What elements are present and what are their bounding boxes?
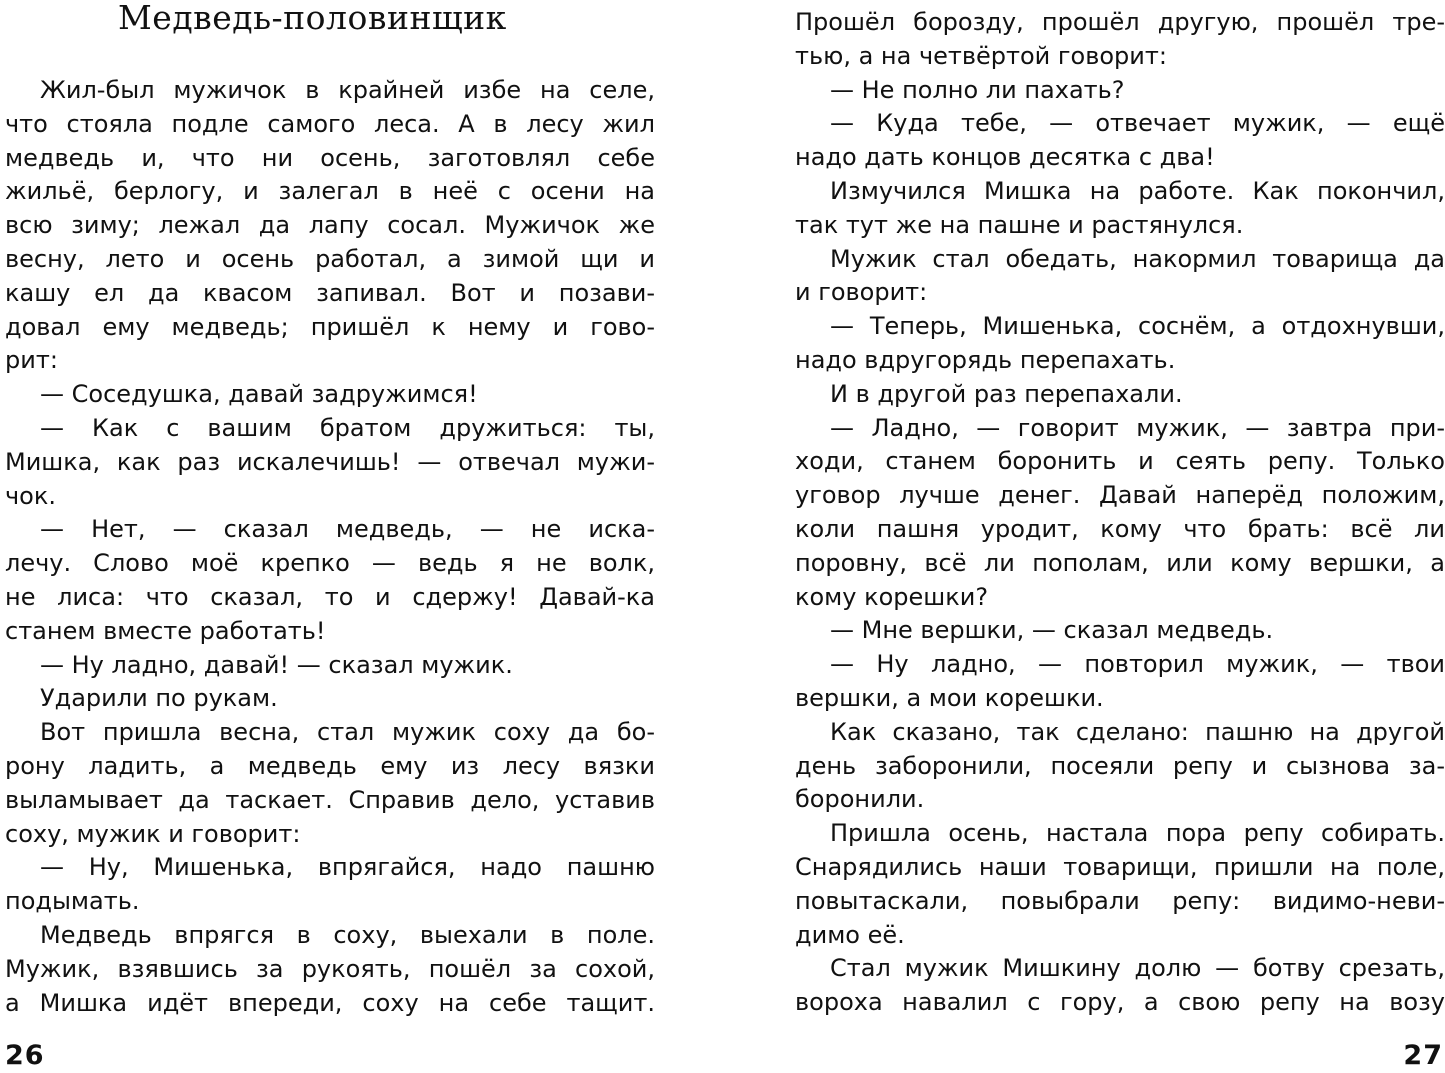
text-line: боронили.: [795, 785, 925, 814]
text-line: довал ему медведь; пришёл к нему и гово-: [5, 312, 655, 341]
text-line: повытаскали, повыбрали репу: видимо-неви-: [795, 886, 1445, 915]
text-line: Мишка, как раз искалечишь! — отвечал мужи-: [5, 447, 655, 476]
text-line: лечу. Слово моё крепко — ведь я не волк,: [5, 549, 655, 578]
text-line: Вот пришла весна, стал мужик соху да бо-: [40, 718, 655, 747]
right-page: [722, 0, 1445, 1073]
text-line: тью, а на четвёртой говорит:: [795, 41, 1167, 70]
text-line: — Куда тебе, — отвечает мужик, — ещё: [830, 109, 1445, 138]
text-line: — Соседушка, давай задружимся!: [40, 380, 478, 409]
text-line: чок.: [5, 481, 56, 510]
text-line: — Ну, Мишенька, впрягайся, надо пашню: [40, 853, 655, 882]
text-line: — Ну ладно, — повторил мужик, — твои: [830, 650, 1445, 679]
text-line: ходи, станем боронить и сеять репу. Только: [795, 447, 1445, 476]
text-line: димо её.: [795, 920, 905, 949]
text-line: Пришла осень, настала пора репу собирать.: [830, 819, 1445, 848]
text-line: что стояла подле самого леса. А в лесу жил: [5, 109, 655, 138]
right-page-text: [795, 6, 1445, 1020]
text-line: надо вдругорядь перепахать.: [795, 345, 1176, 374]
text-line: — Мне вершки, — сказал медведь.: [830, 616, 1274, 645]
left-page-text: [5, 74, 655, 1020]
text-line: рону ладить, а медведь ему из лесу вязки: [5, 751, 655, 780]
text-line: так тут же на пашне и растянулся.: [795, 210, 1244, 239]
text-line: и говорит:: [795, 278, 928, 307]
text-line: Измучился Мишка на работе. Как покончил,: [830, 176, 1445, 205]
text-line: Жил-был мужичок в крайней избе на селе,: [40, 76, 655, 104]
text-line: кашу ел да квасом запивал. Вот и позави-: [5, 278, 655, 307]
text-line: день заборонили, посеяли репу и сызнова за-: [795, 751, 1445, 780]
text-line: соху, мужик и говорит:: [5, 819, 301, 848]
text-line: рит:: [5, 346, 58, 375]
page-number: 26: [5, 1040, 45, 1071]
text-line: — Нет, — сказал медведь, — не иска-: [40, 515, 655, 544]
text-line: поровну, всё ли пополам, или кому вершки, а: [795, 548, 1445, 577]
text-line: надо дать концов десятка с два!: [795, 143, 1215, 172]
text-line: вершки, а мои корешки.: [795, 683, 1104, 712]
text-line: кому корешки?: [795, 582, 989, 611]
text-line: Мужик стал обедать, накормил товарища да: [830, 244, 1445, 273]
text-line: не лиса: что сказал, то и сдержу! Давай-ка: [5, 582, 655, 611]
text-line: Стал мужик Мишкину долю — ботву срезать,: [830, 954, 1445, 983]
text-line: подымать.: [5, 887, 140, 916]
text-line: Как сказано, так сделано: пашню на другой: [830, 717, 1445, 746]
text-line: уговор лучше денег. Давай наперёд положим,: [795, 481, 1445, 510]
page-number: 27: [1403, 1040, 1443, 1071]
text-line: — Ладно, — говорит мужик, — завтра при-: [830, 413, 1445, 442]
text-line: — Не полно ли пахать?: [830, 75, 1125, 104]
text-line: коли пашня уродит, кому что брать: всё ли: [795, 514, 1445, 543]
text-line: медведь и, что ни осень, заготовлял себе: [5, 143, 655, 172]
text-line: всю зиму; лежал да лапу сосал. Мужичок же: [5, 211, 655, 240]
text-line: выламывает да таскает. Справив дело, уставив: [5, 785, 655, 814]
text-line: весну, лето и осень работал, а зимой щи и: [5, 244, 655, 273]
text-line: Снарядились наши товарищи, пришли на поле,: [795, 852, 1445, 881]
text-line: Прошёл борозду, прошёл другую, прошёл тре-: [795, 8, 1445, 36]
text-line: — Как с вашим братом дружиться: ты,: [40, 413, 655, 442]
story-title: Медведь-половинщик: [118, 0, 507, 37]
text-line: — Ну ладно, давай! — сказал мужик.: [40, 650, 513, 679]
text-line: И в другой раз перепахали.: [830, 379, 1183, 408]
text-line: а Мишка идёт впереди, соху на себе тащит.: [5, 988, 655, 1017]
text-line: жильё, берлогу, и залегал в неё с осени на: [5, 177, 655, 206]
text-line: станем вместе работать!: [5, 616, 326, 645]
text-line: Медведь впрягся в соху, выехали в поле.: [40, 920, 655, 949]
text-line: вороха навалил с гору, а свою репу на возу: [795, 988, 1445, 1017]
text-line: — Теперь, Мишенька, соснём, а отдохнувши,: [830, 312, 1445, 341]
left-page: [0, 0, 722, 1073]
text-line: Мужик, взявшись за рукоять, пошёл за сохой,: [5, 954, 655, 983]
text-line: Ударили по рукам.: [40, 684, 278, 713]
